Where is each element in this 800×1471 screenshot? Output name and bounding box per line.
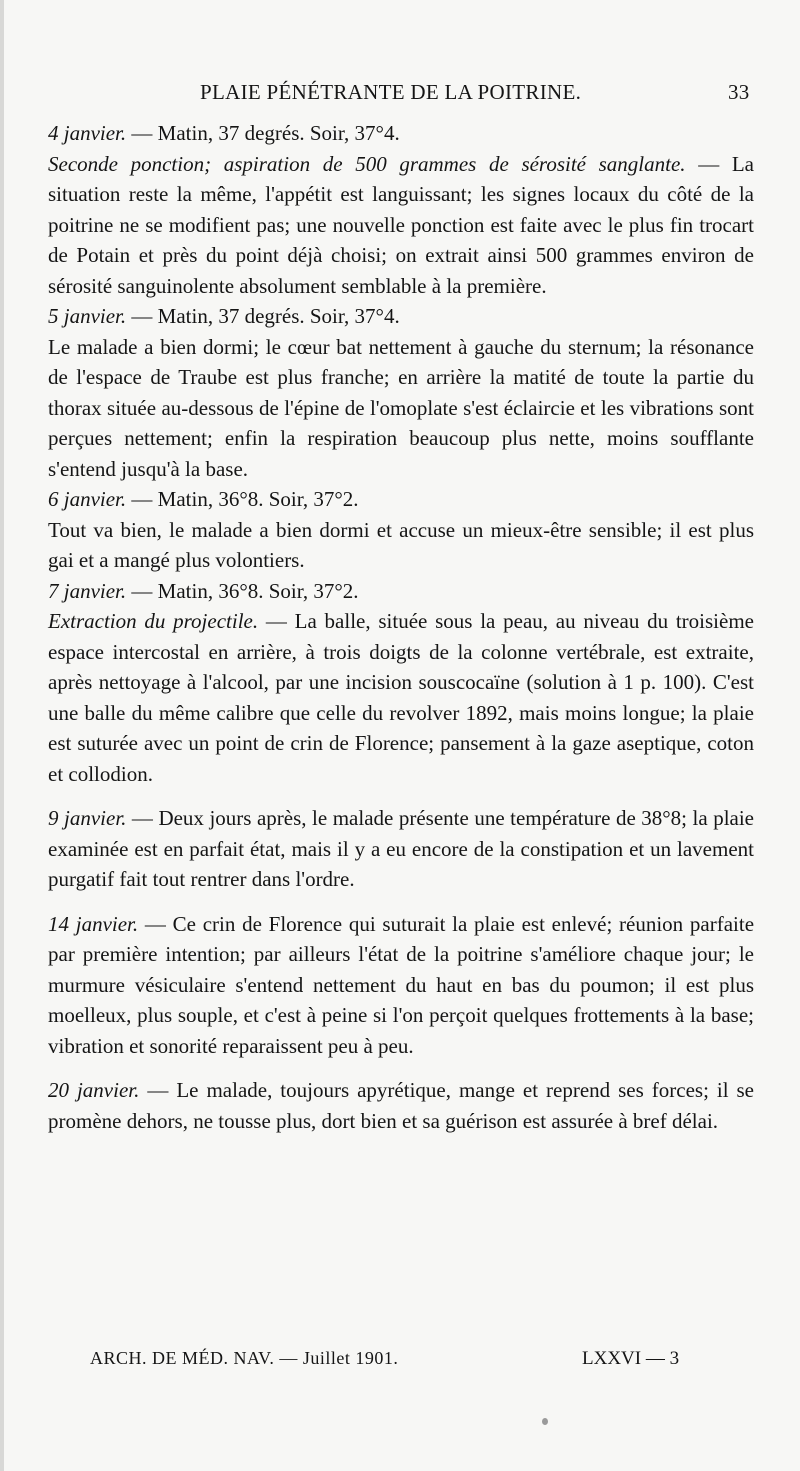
entry-jan-6 [48,484,754,515]
body-text [48,118,754,1136]
entry-text: — Matin, 37 degrés. Soir, 37°4. [126,304,400,328]
page-header [0,76,800,116]
journal-reference: ARCH. DE MÉD. NAV. — Juillet 1901. [90,1348,399,1368]
entry-text: — La situation reste la même, l'appétit est languissant; les signes locaux du côté de la poitrine ne se modifient pas; une nouvelle ponction est faite avec le plus fin trocart de Potain et près du point déjà choisi; on extrait ainsi 500 grammes environ de sérosité sanguinolente absolument semblable à la première. [48,151,754,298]
entry-lead: 7 janvier. [48,578,127,603]
entry-lead: Extraction du projectile. [48,609,259,633]
entry-jan-5 [48,301,754,332]
entry-text: — Matin, 36°8. Soir, 37°2. [126,578,359,603]
entry-second-puncture [48,149,754,302]
entry-lead: 14 janvier. [48,911,139,936]
entry-lead: 20 janvier. [48,1078,140,1102]
entry-text: — La balle, située sous la peau, au niveau du troisième espace intercostal en arrière, à trois doigts de la colonne vertébrale, est extraite, après nettoyage à l'alcool, par une incision souscocaïne (solution à 1 p. 100). C'est une balle du même calibre que celle du revolver 1892, mais moins longue; la plaie est suturée avec un point de crin de Florence; pansement à la gaze aseptique, coton et collodion. [48,609,754,786]
entry-jan-5-notes [48,332,754,485]
entry-lead: 4 janvier. [48,121,127,145]
entry-text: — Matin, 37 degrés. Soir, 37°4. [126,121,400,145]
page-edge [0,0,4,1471]
entry-lead: Seconde ponction; aspiration de 500 grammes de sérosité sanglante. [48,151,686,176]
entry-text: — Matin, 36°8. Soir, 37°2. [126,487,359,511]
running-title: PLAIE PÉNÉTRANTE DE LA POITRINE. [200,80,582,104]
entry-extraction [48,606,754,789]
page-number: 33 [728,80,750,104]
entry-lead: 6 janvier. [48,487,127,511]
entry-text: Tout va bien, le malade a bien dormi et accuse un mieux-être sensible; il est plus gai et a mangé plus volontiers. [48,517,754,572]
signature-mark: LXXVI — 3 [582,1348,680,1369]
entry-lead: 9 janvier. [48,806,127,830]
entry-text: — Le malade, toujours apyrétique, mange et reprend ses forces; il se promène dehors, ne tousse plus, dort bien et sa guérison est assurée à bref délai. [48,1078,755,1133]
entry-jan-14 [48,909,754,1062]
entry-text: — Deux jours après, le malade présente une température de 38°8; la plaie examinée est en parfait état, mais il y a eu encore de la constipation et un lavement purgatif fait tout rentrer dans l'ordre. [48,806,755,891]
entry-jan-6-notes [48,515,754,576]
entry-jan-4 [48,118,754,149]
entry-text: Le malade a bien dormi; le cœur bat nettement à gauche du sternum; la résonance de l'espace de Traube est plus franche; en arrière la matité de toute la partie du thorax située au-dessous de l'épine de l'omoplate s'est éclaircie et les vibrations sont perçues nettement; enfin la respiration beaucoup plus nette, moins soufflante s'entend jusqu'à la base. [48,334,754,481]
entry-jan-9 [48,803,754,895]
page-footer [0,1342,800,1382]
entry-jan-20 [48,1075,754,1136]
paper-speck [542,1418,548,1425]
entry-jan-7 [48,576,754,607]
entry-lead: 5 janvier. [48,304,127,328]
entry-text: — Ce crin de Florence qui suturait la plaie est enlevé; réunion parfaite par première intention; par ailleurs l'état de la poitrine s'améliore chaque jour; le murmure vésiculaire s'entend nettement du haut en bas du poumon; il est plus moelleux, plus souple, et c'est à peine si l'on perçoit quelques frottements à la base; vibration et sonorité reparaissent peu à peu. [48,911,755,1058]
